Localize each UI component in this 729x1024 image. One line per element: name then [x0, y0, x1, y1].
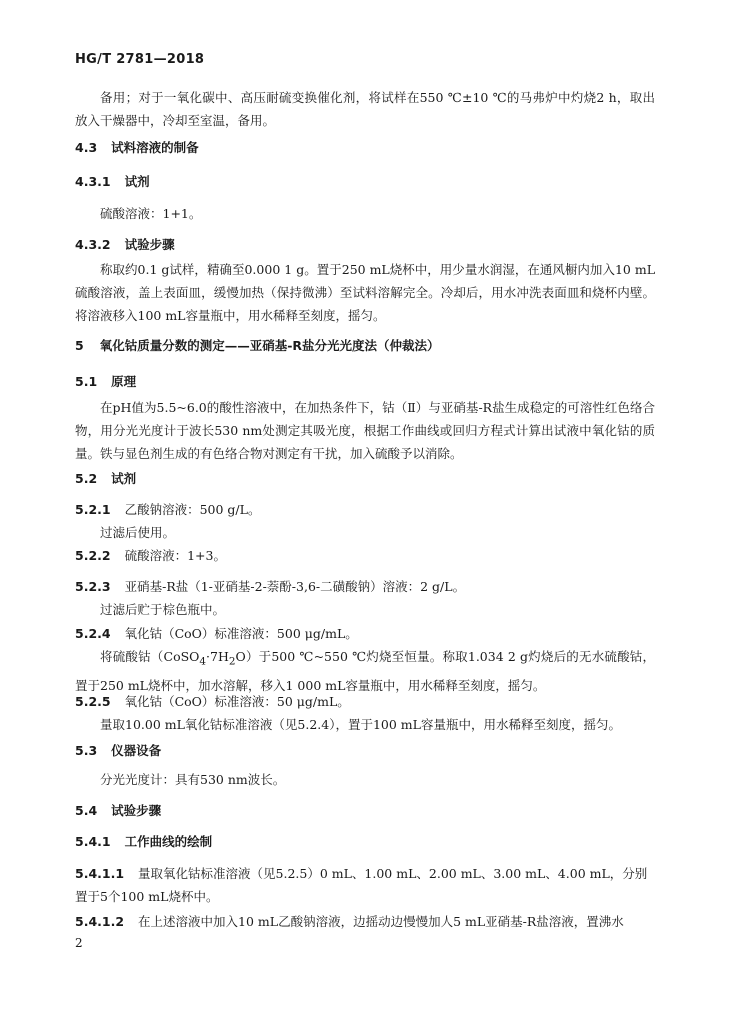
section-number: 4.3.2 — [75, 237, 111, 252]
item-paragraph: 量取10.00 mL氧化钴标准溶液（见5.2.4），置于100 mL容量瓶中，用水稀释至刻度，摇匀。 — [100, 717, 621, 732]
section-number: 4.3 — [75, 140, 98, 155]
section-number: 5.4 — [75, 803, 98, 818]
item-text: 氧化钴（CoO）标准溶液：500 μg/mL。 — [124, 626, 358, 641]
section-4-3-1-heading — [75, 170, 655, 193]
item-5-4-1-1 — [75, 862, 655, 908]
item-number: 5.2.2 — [75, 548, 111, 563]
section-5-3-text: 分光光度计：具有530 nm波长。 — [100, 772, 286, 787]
intro-paragraph: 备用；对于一氧化碳中、高压耐硫变换催化剂，将试样在550 ℃±10 ℃的马弗炉中灼烧2 h，取出放入干燥器中，冷却至室温，备用。 — [75, 90, 655, 128]
section-title: 试验步骤 — [111, 803, 162, 818]
section-5-3-heading — [75, 739, 655, 762]
section-5-4-heading — [75, 799, 655, 822]
section-number: 5.4.1 — [75, 834, 111, 849]
section-4-3-heading — [75, 136, 655, 159]
item-text: 氧化钴（CoO）标准溶液：50 μg/mL。 — [124, 694, 350, 709]
section-title: 试验步骤 — [124, 237, 175, 252]
item-note: 过滤后使用。 — [100, 525, 176, 540]
text-run: O）于500 ℃~550 ℃灼烧至恒量。称取1.034 2 g灼烧后的无水硫酸钴，置于250 mL烧杯中，加水溶解，移入1 000 mL容量瓶中，用水稀释至刻度，摇匀。 — [75, 649, 655, 693]
section-4-3-2-text: 称取约0.1 g试样，精确至0.000 1 g。置于250 mL烧杯中，用少量水润湿，在通风橱内加入10 mL硫酸溶液，盖上表面皿，缓慢加热（保持微沸）至试料溶解完全。冷却后，用水冲洗表面皿和烧杯内壁。将溶液移入100 mL容量瓶中，用水稀释至刻度，摇匀。 — [75, 262, 655, 323]
item-5-2-1 — [75, 498, 655, 544]
item-number: 5.2.1 — [75, 502, 111, 517]
section-5-1-heading — [75, 370, 655, 393]
item-number: 5.4.1.1 — [75, 866, 125, 881]
item-5-2-2 — [75, 544, 655, 567]
section-4-3-2-heading — [75, 233, 655, 256]
standard-header: HG/T 2781—2018 — [75, 52, 205, 67]
item-5-2-3 — [75, 575, 655, 621]
item-5-2-5 — [75, 690, 655, 736]
section-5-4-1-heading — [75, 830, 655, 853]
item-text: 硫酸溶液：1+3。 — [124, 548, 226, 563]
item-number: 5.4.1.2 — [75, 914, 125, 929]
section-5-2-heading — [75, 467, 655, 490]
section-title: 试剂 — [111, 471, 137, 486]
item-text: 在上述溶液中加入10 mL乙酸钠溶液，边摇动边慢慢加人5 mL亚硝基-R盐溶液，置沸水 — [138, 914, 624, 929]
item-note: 过滤后贮于棕色瓶中。 — [100, 602, 226, 617]
section-5-heading — [75, 334, 655, 357]
item-text: 量取氧化钴标准溶液（见5.2.5）0 mL、1.00 mL、2.00 mL、3.00 mL、4.00 mL，分别置于5个100 mL烧杯中。 — [75, 866, 648, 904]
item-text: 亚硝基-R盐（1-亚硝基-2-萘酚-3,6-二磺酸钠）溶液：2 g/L。 — [124, 579, 466, 594]
section-title: 工作曲线的绘制 — [124, 834, 213, 849]
page-number: 2 — [75, 936, 83, 950]
section-title: 试料溶液的制备 — [111, 140, 199, 155]
section-5-1-text: 在pH值为5.5~6.0的酸性溶液中，在加热条件下，钴（Ⅱ）与亚硝基-R盐生成稳定的可溶性红色络合物，用分光光度计于波长530 nm处测定其吸光度，根据工作曲线或回归方程式计算出试液中氧化钴的质量。铁与显色剂生成的有色络合物对测定有干扰，加入硫酸予以消除。 — [75, 400, 655, 461]
subscript: 2 — [228, 655, 236, 668]
text-run: 将硫酸钴（CoSO — [100, 649, 200, 664]
section-number: 4.3.1 — [75, 174, 111, 189]
subscript: 4 — [199, 655, 207, 668]
section-number: 5.1 — [75, 374, 98, 389]
item-5-4-1-2 — [75, 910, 655, 933]
item-text: 乙酸钠溶液：500 g/L。 — [124, 502, 261, 517]
section-title: 氧化钴质量分数的测定——亚硝基-R盐分光光度法（仲裁法） — [99, 338, 440, 353]
item-5-2-4 — [75, 622, 655, 697]
item-number: 5.2.3 — [75, 579, 111, 594]
item-number: 5.2.5 — [75, 694, 111, 709]
section-title: 试剂 — [124, 174, 150, 189]
text-run: ·7H — [206, 649, 229, 664]
item-number: 5.2.4 — [75, 626, 111, 641]
section-number: 5 — [75, 338, 84, 353]
section-number: 5.3 — [75, 743, 98, 758]
section-title: 原理 — [111, 374, 137, 389]
section-number: 5.2 — [75, 471, 98, 486]
section-title: 仪器设备 — [111, 743, 162, 758]
section-4-3-1-text: 硫酸溶液：1+1。 — [100, 206, 202, 221]
item-paragraph — [75, 645, 655, 697]
